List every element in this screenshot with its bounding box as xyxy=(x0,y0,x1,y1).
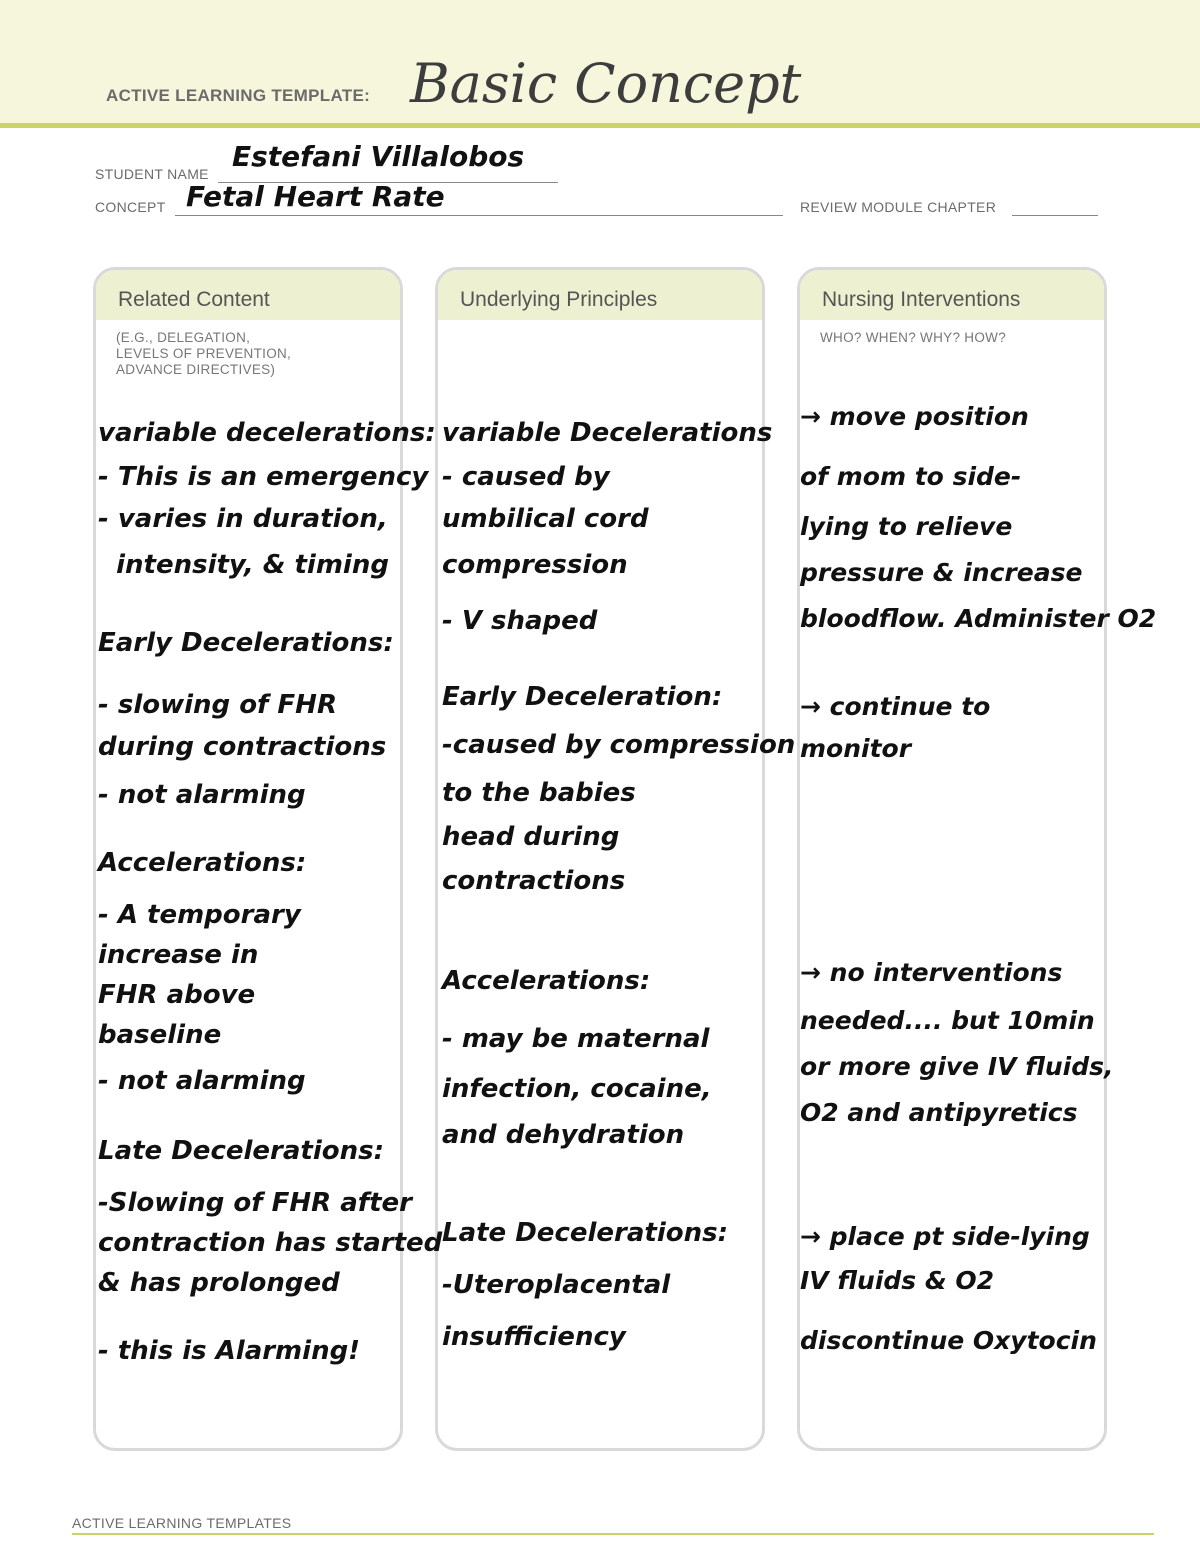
interventions-note-line: or more give IV fluids, xyxy=(800,1052,1114,1081)
principles-note-line: contractions xyxy=(442,866,626,896)
related-note-line: FHR above xyxy=(98,980,256,1010)
related-note-line: - A temporary xyxy=(98,900,301,930)
interventions-note-line: discontinue Oxytocin xyxy=(800,1326,1097,1355)
interventions-note-line: → no interventions xyxy=(800,958,1063,987)
interventions-note-line: bloodflow. Administer O2 xyxy=(800,604,1157,633)
related-note-line: contraction has started xyxy=(98,1228,443,1258)
principles-note-line: - may be maternal xyxy=(442,1024,710,1054)
related-note-line: - not alarming xyxy=(98,1066,306,1096)
related-note-line: during contractions xyxy=(98,732,387,762)
related-note-line: & has prolonged xyxy=(98,1268,340,1298)
interventions-note-line: of mom to side- xyxy=(800,462,1022,491)
related-note-line: - This is an emergency xyxy=(98,462,429,492)
concept-label: CONCEPT xyxy=(95,199,166,215)
related-note-line: intensity, & timing xyxy=(98,550,389,580)
related-note-line: - slowing of FHR xyxy=(98,690,337,720)
related-note-line: - this is Alarming! xyxy=(98,1336,361,1366)
principles-note-line: -caused by compression xyxy=(442,730,796,760)
footer-rule xyxy=(72,1533,1154,1535)
related-note-line: Accelerations: xyxy=(98,848,307,878)
review-module-label: REVIEW MODULE CHAPTER xyxy=(800,199,997,215)
interventions-note-line: IV fluids & O2 xyxy=(800,1266,995,1295)
interventions-note-line: → move position xyxy=(800,402,1029,431)
principles-note-line: variable Decelerations xyxy=(442,418,773,448)
principles-note-line: - caused by xyxy=(442,462,610,492)
related-content-subtitle: (E.G., DELEGATION, LEVELS OF PREVENTION, ADVANCE DIRECTIVES) xyxy=(116,330,292,377)
interventions-note-line: → continue to xyxy=(800,692,991,721)
nursing-interventions-title: Nursing Interventions xyxy=(800,270,1104,320)
template-title: Basic Concept xyxy=(410,52,802,115)
principles-note-line: and dehydration xyxy=(442,1120,685,1150)
principles-note-line: compression xyxy=(442,550,628,580)
concept-value[interactable]: Fetal Heart Rate xyxy=(186,180,445,213)
related-note-line: - varies in duration, xyxy=(98,504,388,534)
principles-note-line: infection, cocaine, xyxy=(442,1074,712,1104)
principles-note-line: Early Deceleration: xyxy=(442,682,723,712)
principles-note-line: head during xyxy=(442,822,620,852)
related-note-line: baseline xyxy=(98,1020,222,1050)
related-note-line: increase in xyxy=(98,940,259,970)
concept-line xyxy=(175,215,783,216)
underlying-principles-title: Underlying Principles xyxy=(438,270,762,320)
related-note-line: -Slowing of FHR after xyxy=(98,1188,412,1218)
principles-note-line: - V shaped xyxy=(442,606,598,636)
header-rule xyxy=(0,123,1200,128)
nursing-interventions-subtitle: WHO? WHEN? WHY? HOW? xyxy=(820,330,1007,345)
interventions-note-line: pressure & increase xyxy=(800,558,1083,587)
related-note-line: Early Decelerations: xyxy=(98,628,394,658)
footer-label: ACTIVE LEARNING TEMPLATES xyxy=(72,1515,292,1531)
related-note-line: variable decelerations: xyxy=(98,418,436,448)
interventions-note-line: O2 and antipyretics xyxy=(800,1098,1078,1127)
principles-note-line: Accelerations: xyxy=(442,966,651,996)
student-name-value[interactable]: Estefani Villalobos xyxy=(232,140,525,173)
student-name-label: STUDENT NAME xyxy=(95,166,209,182)
interventions-note-line: needed.... but 10min xyxy=(800,1006,1095,1035)
principles-note-line: insufficiency xyxy=(442,1322,626,1352)
principles-note-line: -Uteroplacental xyxy=(442,1270,671,1300)
review-module-line[interactable] xyxy=(1012,215,1098,216)
interventions-note-line: monitor xyxy=(800,734,912,763)
related-note-line: Late Decelerations: xyxy=(98,1136,384,1166)
principles-note-line: umbilical cord xyxy=(442,504,649,534)
related-note-line: - not alarming xyxy=(98,780,306,810)
principles-note-line: Late Decelerations: xyxy=(442,1218,728,1248)
interventions-note-line: lying to relieve xyxy=(800,512,1013,541)
interventions-note-line: → place pt side-lying xyxy=(800,1222,1090,1251)
template-label: ACTIVE LEARNING TEMPLATE: xyxy=(106,86,371,105)
principles-note-line: to the babies xyxy=(442,778,636,808)
related-content-title: Related Content xyxy=(96,270,400,320)
